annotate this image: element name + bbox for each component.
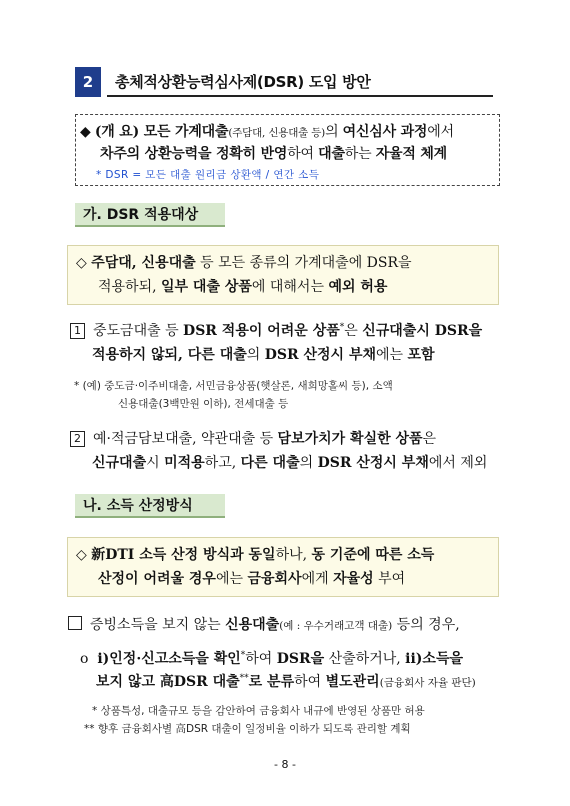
item-text: 하여 [245, 651, 277, 667]
item-text: DSR 산정시 부채 [317, 455, 429, 471]
section-number: 2 [75, 67, 101, 97]
item-text: 별도관리 [325, 674, 380, 690]
item-text: 신용대출 [225, 617, 280, 633]
item-text: DSR 산정시 부채 [264, 347, 377, 363]
item-number-box: 2 [70, 431, 85, 447]
overview-text: 대출 [318, 146, 345, 162]
item-text: 포함 [407, 347, 435, 363]
summary-text: 부여 [373, 571, 406, 587]
item-text: 등의 경우, [392, 617, 460, 633]
summary-b-line-1 [76, 544, 434, 564]
item-2-line-2 [92, 452, 487, 472]
item-text: 에는 [376, 347, 408, 363]
open-diamond-bullet-icon: ◇ [76, 255, 87, 271]
item-text: 다른 대출 [187, 347, 247, 363]
item-number-box: 1 [70, 323, 85, 339]
item-4-footnote-2: ** 향후 금융회사별 高DSR 대출이 일정비율 이하가 되도록 관리할 계획 [84, 723, 411, 735]
overview-text: 자율적 체계 [375, 146, 447, 162]
overview-line-1 [80, 121, 454, 141]
overview-text: 차주의 상환능력을 정확히 반영 [100, 146, 288, 162]
summary-box-b [67, 537, 499, 597]
overview-text: 에서 [427, 124, 454, 140]
overview-box [75, 114, 500, 186]
summary-a-line-2 [98, 276, 387, 296]
summary-text: 에게 [301, 571, 334, 587]
item-text: 은 [344, 323, 363, 339]
item-text: 신규대출시 DSR을 [362, 323, 483, 339]
summary-a-line-1 [76, 252, 412, 272]
item-text: 적용하지 않되, [92, 347, 188, 363]
footnote-mark: ** [239, 673, 249, 684]
overview-text: (주담대, 신용대출 등) [228, 127, 326, 139]
summary-text: 자율성 [333, 571, 374, 587]
summary-text: 적용하되, [98, 279, 161, 295]
section-header [75, 67, 495, 97]
item-text: 다른 대출 [240, 455, 300, 471]
circle-bullet-icon: o [80, 651, 89, 667]
summary-text: 금융회사 [247, 571, 302, 587]
summary-text: 주담대, 신용대출 [91, 255, 196, 271]
item-text: DSR 적용이 어려운 상품 [183, 323, 340, 339]
subsection-label-a: 가. DSR 적용대상 [75, 203, 225, 227]
item-text: 산출하거나, [324, 651, 406, 667]
summary-text: 新DTI 소득 산정 방식과 동일 [91, 547, 276, 563]
item-text: 증빙소득을 보지 않는 [90, 617, 226, 633]
overview-text: 여신심사 과정 [342, 124, 428, 140]
summary-text: 동 기준에 따른 소득 [311, 547, 435, 563]
item-text: 신규대출 [92, 455, 147, 471]
item-text: DSR을 [276, 651, 325, 667]
open-diamond-bullet-icon: ◇ [76, 547, 87, 563]
subsection-label-b: 나. 소득 산정방식 [75, 494, 225, 518]
item-2-line-1 [70, 428, 436, 448]
item-4-line-1 [80, 648, 463, 668]
item-1-footnote-1: * (예) 중도금·이주비대출, 서민금융상품(햇살론, 새희망홀씨 등), 소액 [74, 380, 393, 392]
summary-b-line-2 [98, 568, 405, 588]
section-underline [107, 95, 493, 97]
item-text: 보지 않고 高DSR 대출 [96, 674, 240, 690]
item-4-line-2 [96, 671, 476, 691]
item-text: 하여 [294, 674, 326, 690]
item-text: 의 [246, 347, 265, 363]
footnote-mark: * [240, 650, 246, 661]
item-text: i)인정·신고소득을 확인 [97, 651, 241, 667]
item-text: (예 : 우수거래고객 대출) [279, 620, 393, 632]
overview-text: 의 [325, 124, 343, 140]
item-text: 하고, [204, 455, 241, 471]
empty-square-bullet-icon [68, 616, 82, 630]
summary-text: 하나, [275, 547, 312, 563]
overview-text: 하여 [287, 146, 319, 162]
item-text: 미적용 [164, 455, 205, 471]
footnote-mark: * [339, 322, 345, 333]
page-number: - 8 - [274, 758, 296, 771]
item-text: 중도금대출 등 [93, 323, 184, 339]
diamond-bullet-icon: ◆ [80, 124, 91, 140]
summary-text: 등 모든 종류의 가계대출에 DSR을 [195, 255, 412, 271]
section-title: 총체적상환능력심사제(DSR) 도입 방안 [115, 73, 371, 91]
item-text: 시 [146, 455, 165, 471]
item-text: 예·적금담보대출, 약관대출 등 [93, 431, 278, 447]
item-text: 로 분류 [248, 674, 295, 690]
item-4-footnote-1: * 상품특성, 대출규모 등을 감안하여 금융회사 내규에 반영된 상품만 허용 [92, 705, 425, 717]
item-3-line [68, 614, 460, 634]
item-text: 담보가치가 확실한 상품 [277, 431, 423, 447]
summary-text: 에는 [215, 571, 248, 587]
item-1-footnote-2: 신용대출(3백만원 이하), 전세대출 등 [118, 398, 289, 410]
item-text: 에서 제외 [428, 455, 488, 471]
summary-text: 에 대해서는 [251, 279, 329, 295]
summary-box-a [67, 245, 499, 305]
item-text: 의 [299, 455, 318, 471]
item-1-line-2 [92, 344, 435, 364]
summary-text: 예외 허용 [328, 279, 388, 295]
item-text: (금융회사 자율 판단) [379, 677, 476, 689]
overview-text: (개 요) 모든 가계대출 [94, 124, 229, 140]
summary-text: 산정이 어려울 경우 [98, 571, 216, 587]
overview-text: 하는 [344, 146, 376, 162]
overview-line-2 [100, 143, 447, 163]
item-text: 은 [422, 431, 437, 447]
dsr-formula: * DSR = 모든 대출 원리금 상환액 / 연간 소득 [96, 169, 320, 181]
summary-text: 일부 대출 상품 [161, 279, 252, 295]
item-text: ii)소득을 [405, 651, 463, 667]
item-1-line-1 [70, 320, 482, 340]
